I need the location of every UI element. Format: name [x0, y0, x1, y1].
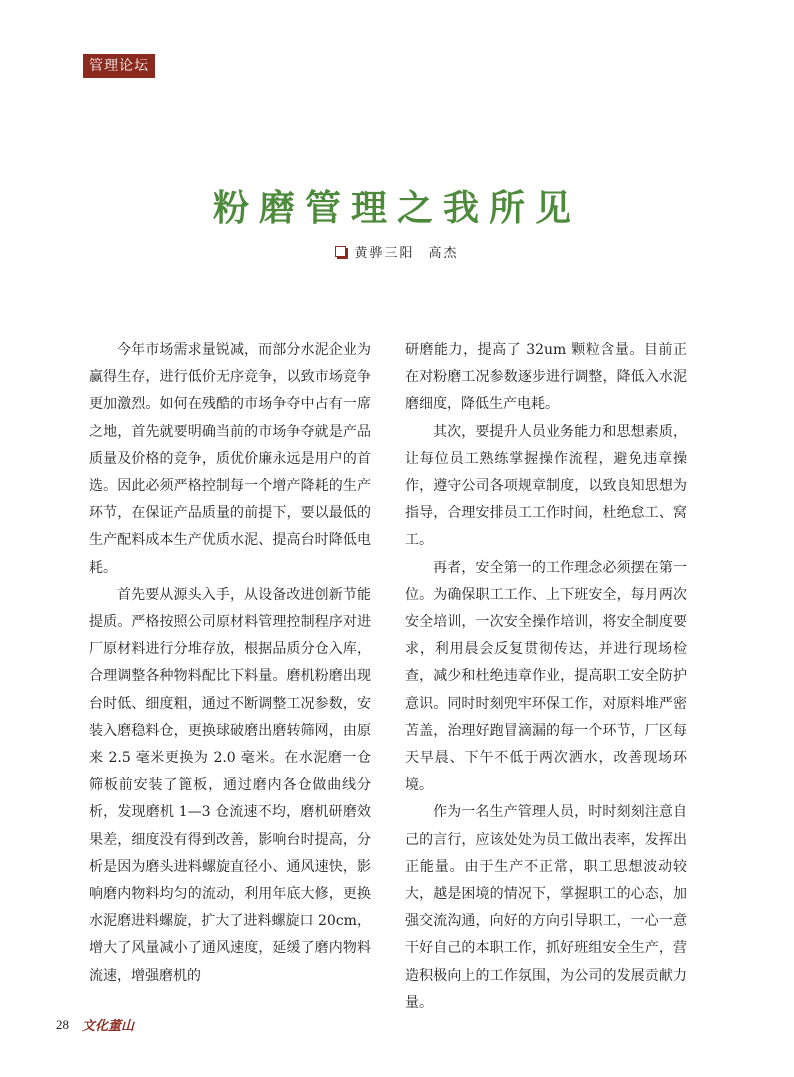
right-column [405, 337, 687, 1017]
paragraph: 今年市场需求量锐减，而部分水泥企业为赢得生存，进行低价无序竞争，以致市场竞争更加激烈。如何在残酷的市场争夺中占有一席之地，首先就要明确当前的市场争夺就是产品质量及价格的竞争，质优价廉永远是用户的首选。因此必须严格控制每一个增产降耗的生产环节，在保证产品质量的前提下，要以最低的生产配料成本生产优质水泥、提高台时降低电耗。 [89, 342, 371, 576]
paragraph: 作为一名生产管理人员，时时刻刻注意自己的言行，应该处处为员工做出表率，发挥出正能量。由于生产不正常，职工思想波动较大，越是困境的情况下，掌握职工的心态，加强交流沟通，向好的方向引导职工，一心一意干好自己的本职工作，抓好班组安全生产，营造积极向上的工作氛围，为公司的发展贡献力量。 [405, 804, 687, 1011]
article-title: 粉磨管理之我所见 [212, 188, 581, 229]
section-tag: 管理论坛 [83, 54, 155, 78]
paragraph: 研磨能力，提高了 32um 颗粒含量。目前正在对粉磨工况参数逐步进行调整，降低入水泥磨细度，降低生产电耗。 [405, 342, 687, 413]
left-column [89, 337, 371, 990]
paragraph: 再者，安全第一的工作理念必须摆在第一位。为确保职工工作、上下班安全，每月两次安全培训，一次安全操作培训，将安全制度要求，利用晨会反复贯彻传达，并进行现场检查，减少和杜绝违章作业，提高职工安全防护意识。同时时刻兜牢环保工作，对原料堆严密苫盖，治理好跑冒滴漏的每一个环节，厂区每天早晨、下午不低于两次洒水，改善现场环境。 [405, 559, 687, 794]
paragraph: 首先要从源头入手，从设备改进创新节能提质。严格按照公司原材料管理控制程序对进厂原材料进行分堆存放，根据品质分仓入库，合理调整各种物料配比下料量。磨机粉磨出现台时低、细度粗，通过不断调整工况参数，安装入磨稳料仓，更换球破磨出磨转筛网，由原来 2.5 毫米更换为 2.0 毫米。在水泥磨一仓筛板前安装了篦板，通过磨内各仓做曲线分析，发现磨机 1—3 仓流速不均，磨机研磨效果差，细度没有得到改善，影响台时提高，分析是因为磨头进料螺旋直径小、通风速快，影响磨内物料均匀的流动，利用年底大修，更换水泥磨进料螺旋，扩大了进料螺旋口 20cm，增大了风量减小了通风速度，延缓了磨内物料流速，增强磨机的 [89, 586, 371, 984]
byline-author: 高杰 [428, 246, 459, 261]
byline [0, 242, 794, 261]
byline-org: 黄骅三阳 [354, 246, 415, 261]
page-number: 28 [56, 1017, 69, 1032]
square-bullet-icon [335, 246, 346, 257]
paragraph: 其次，要提升人员业务能力和思想素质，让每位员工熟练掌握操作流程，避免违章操作，遵守公司各项规章制度，以致良知思想为指导，合理安排员工工作时间，杜绝怠工、窝工。 [405, 423, 687, 549]
publication-logo: 文化董山 [82, 1019, 135, 1034]
